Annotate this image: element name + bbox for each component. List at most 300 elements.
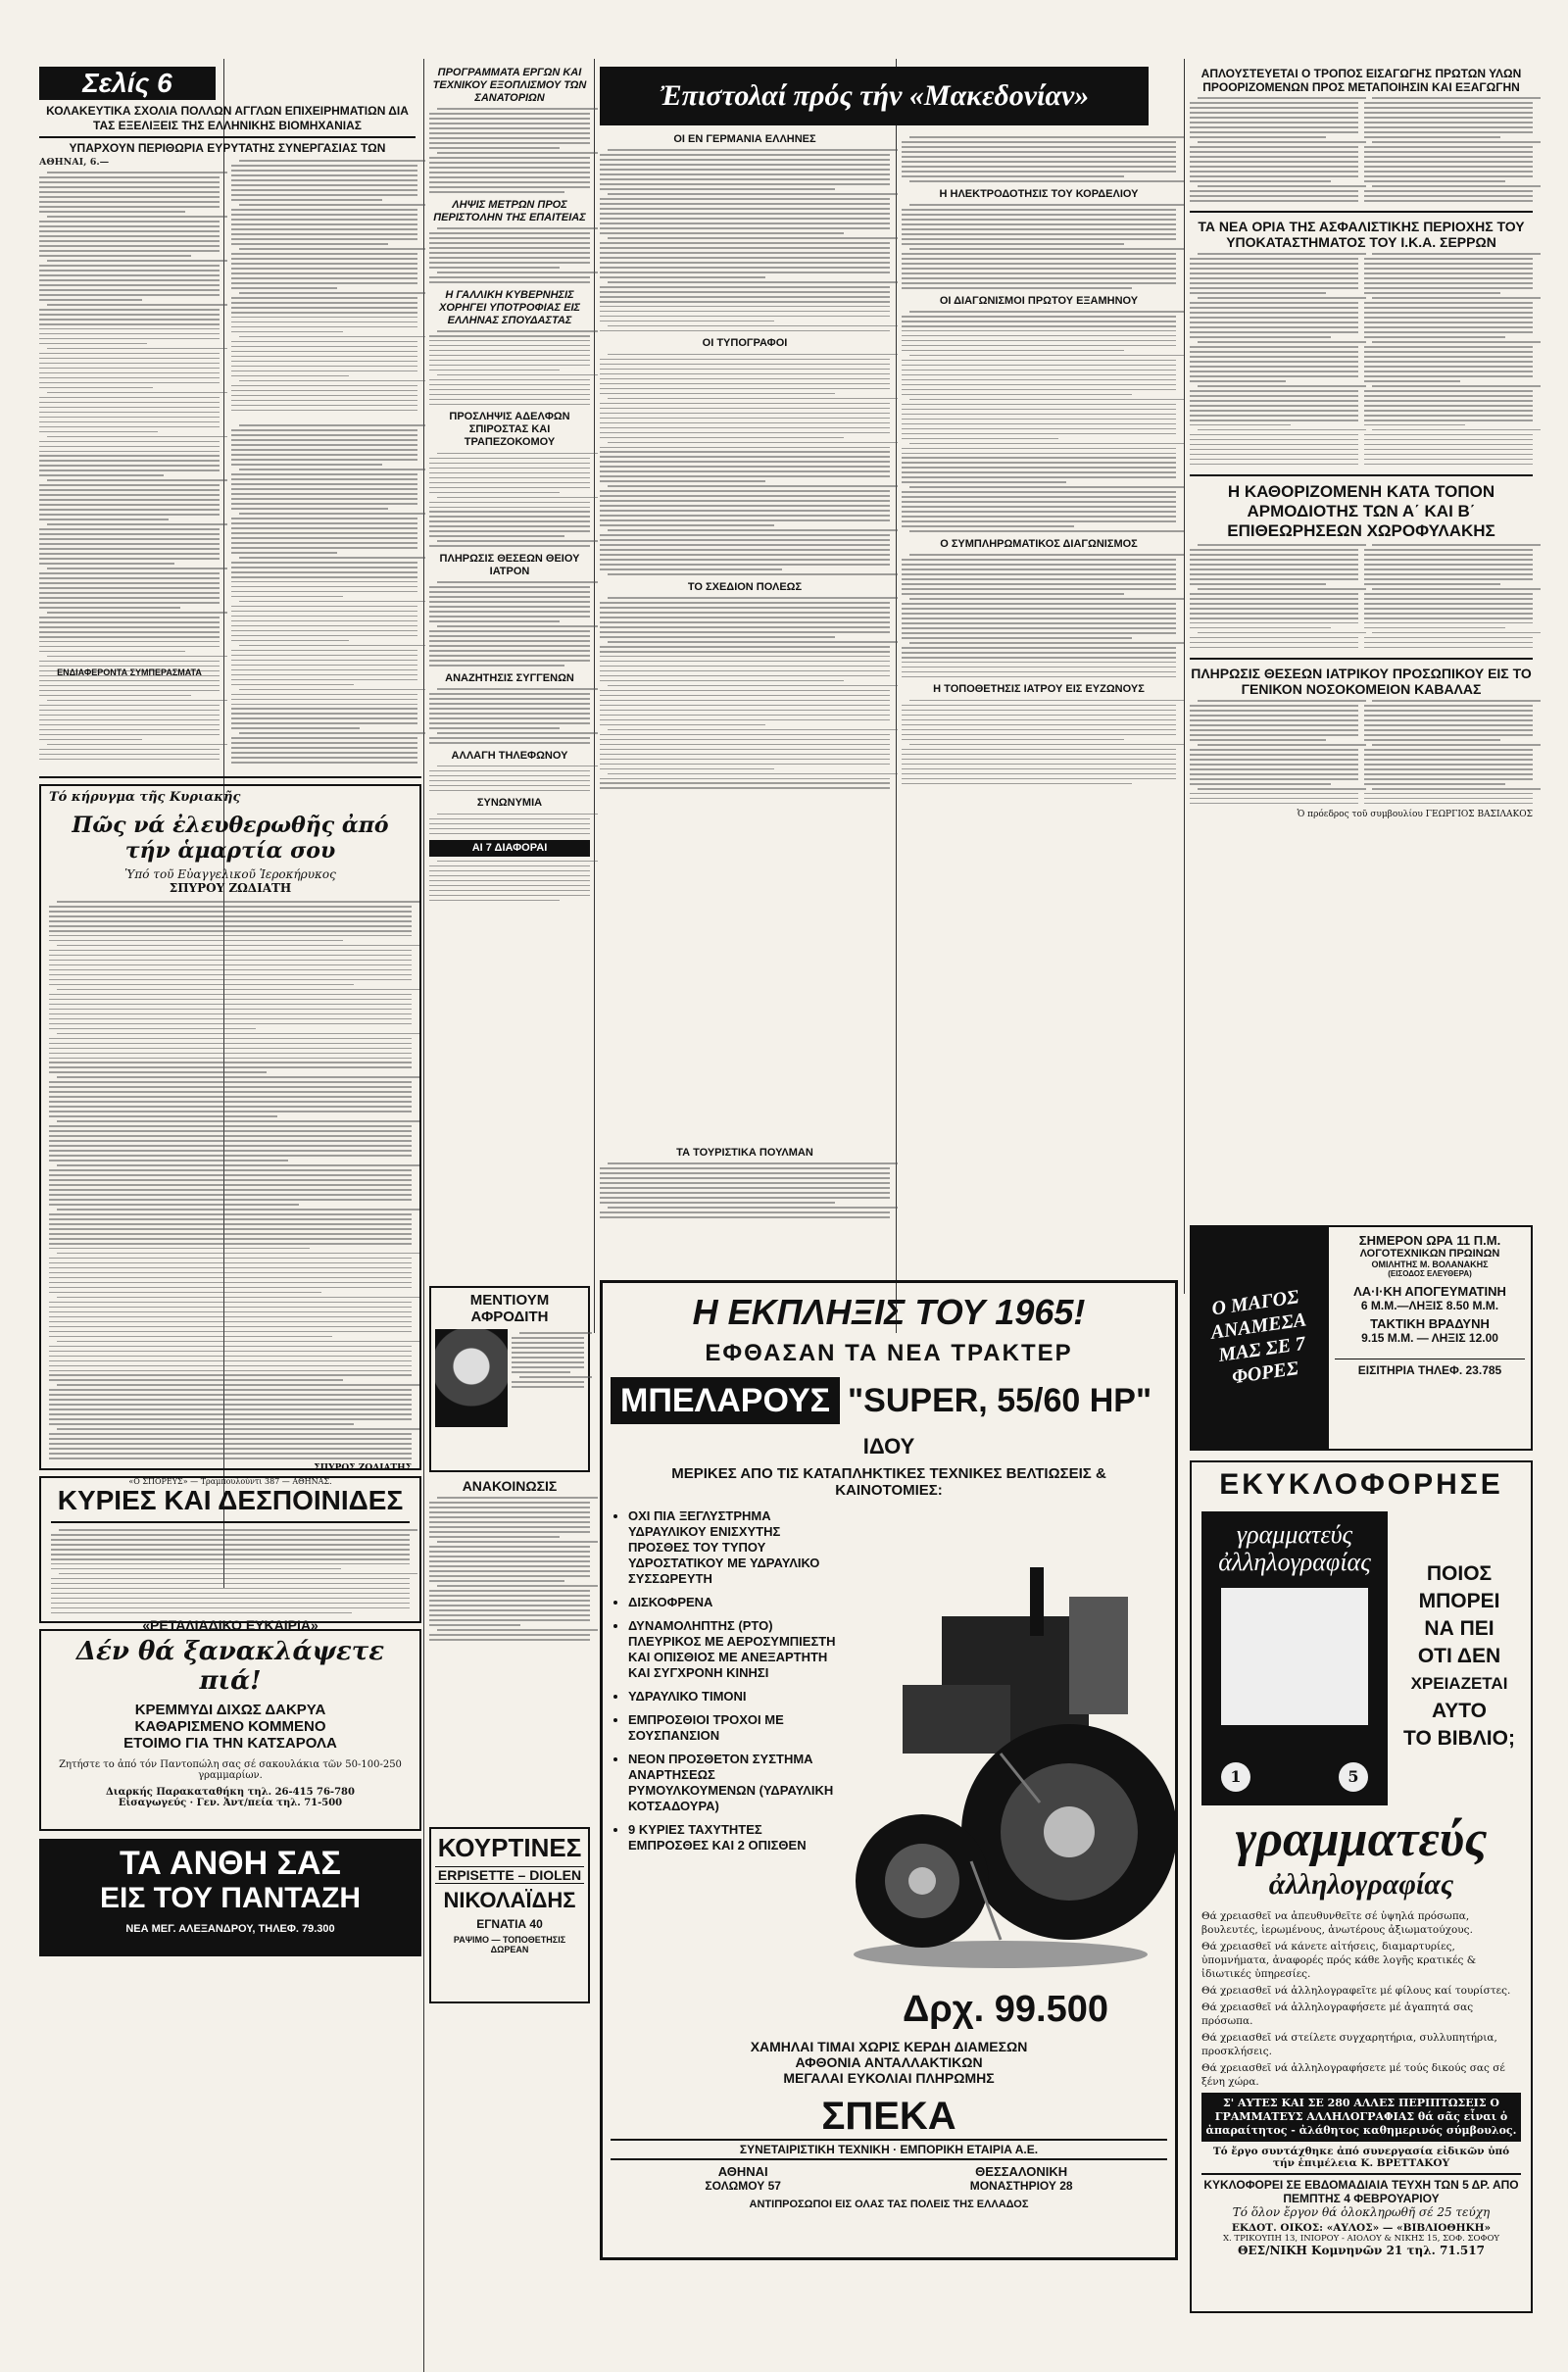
text-line [429, 713, 590, 715]
text-line [429, 596, 590, 598]
text-line [600, 213, 890, 215]
text-line [39, 651, 185, 653]
text-line [1198, 385, 1366, 387]
text-line [231, 219, 417, 221]
text-line [429, 665, 564, 667]
text-line [39, 421, 220, 423]
text-line [49, 960, 412, 962]
body-text-lines [429, 227, 590, 282]
text-line [49, 1053, 412, 1055]
text-line [1364, 719, 1533, 721]
text-line [902, 370, 1176, 371]
text-line [49, 1204, 299, 1206]
text-line [49, 1004, 412, 1006]
text-line [1190, 131, 1358, 133]
text-line [39, 519, 169, 520]
text-line [1190, 793, 1358, 795]
body-text-lines [429, 766, 590, 792]
text-line [1190, 102, 1358, 104]
text-line [600, 734, 890, 736]
text-line [902, 632, 1176, 634]
text-line [49, 1213, 412, 1215]
text-line [600, 403, 890, 405]
text-line [49, 974, 412, 976]
text-line [49, 1071, 267, 1073]
text-line [902, 627, 1176, 629]
text-line [49, 1277, 412, 1279]
text-line [49, 950, 412, 952]
text-line [231, 727, 360, 729]
text-line [49, 930, 412, 932]
text-line [231, 429, 417, 431]
text-line [1190, 317, 1358, 319]
text-line [902, 705, 1176, 707]
text-line [231, 699, 417, 701]
page-number: Σελίς 6 [82, 68, 172, 98]
text-line [512, 1386, 584, 1388]
text-line [600, 218, 890, 220]
text-line [600, 222, 890, 224]
text-line [902, 238, 1176, 240]
text-line [39, 641, 220, 643]
text-line [902, 778, 1176, 780]
body-text-lines [902, 204, 1176, 288]
text-line [600, 286, 890, 288]
text-line [39, 181, 220, 183]
text-line [600, 427, 890, 429]
text-line [429, 727, 560, 729]
text-line [902, 209, 1176, 211]
text-line [1372, 141, 1541, 143]
text-line [429, 340, 590, 342]
text-line [1190, 647, 1358, 649]
text-line [902, 156, 1176, 158]
text-line [231, 184, 417, 186]
text-line [909, 700, 1184, 702]
text-line [600, 759, 890, 761]
text-line [1190, 424, 1291, 426]
text-line [600, 154, 890, 156]
text-line [39, 333, 220, 335]
text-line [1190, 351, 1358, 353]
text-line [39, 245, 220, 247]
text-line [600, 232, 844, 234]
text-line [39, 474, 164, 476]
text-line [512, 1366, 584, 1368]
text-line [39, 270, 220, 272]
text-line [429, 492, 560, 494]
text-line [1364, 715, 1533, 717]
text-line [1364, 564, 1533, 566]
text-line [608, 237, 898, 239]
text-line [1190, 798, 1358, 800]
text-line [1364, 647, 1533, 649]
text-line [429, 655, 590, 657]
text-line [902, 622, 1176, 624]
text-line [39, 494, 220, 496]
body-text-lines [429, 108, 590, 192]
text-line [231, 674, 417, 676]
text-line [231, 194, 417, 196]
text-line [231, 268, 417, 270]
flowers-line2: ΕΙΣ ΤΟΥ ΠΑΝΤΑΖΗ [99, 1882, 362, 1914]
text-line [600, 680, 844, 682]
text-line [1190, 400, 1358, 402]
text-line [231, 170, 417, 172]
text-line [49, 1023, 412, 1025]
text-line [429, 722, 590, 724]
text-line [429, 650, 590, 652]
text-line [1198, 632, 1366, 634]
text-line [437, 227, 598, 229]
text-line [600, 651, 890, 653]
text-line [49, 1365, 412, 1367]
text-line [49, 1160, 288, 1161]
address-thessaloniki: ΜΟΝΑΣΤΗΡΙΟΥ 28 [969, 2179, 1073, 2193]
text-line [49, 955, 412, 957]
text-line [231, 439, 417, 441]
text-line [600, 661, 890, 663]
text-line [902, 667, 1176, 668]
text-line [600, 646, 890, 648]
text-line [902, 768, 1176, 770]
text-line [1190, 161, 1358, 163]
text-line [429, 123, 590, 124]
text-line [39, 451, 220, 453]
text-line [51, 1544, 410, 1546]
text-line [1190, 312, 1358, 314]
text-line [1364, 729, 1533, 731]
text-line [231, 307, 417, 309]
text-line [1190, 415, 1358, 417]
text-line [1190, 190, 1358, 192]
column-two [429, 67, 590, 1341]
headline-doctors: ΠΛΗΡΩΣΙΣ ΘΕΣΕΩΝ ΘΕΙΟΥ ΙΑΤΡΟΝ [439, 552, 580, 577]
text-line [902, 272, 1176, 274]
text-line [231, 390, 417, 392]
text-line [429, 890, 590, 892]
text-line [902, 282, 1176, 284]
text-line [231, 464, 382, 466]
text-line [49, 1009, 412, 1011]
text-line [1364, 131, 1533, 133]
text-line [429, 885, 590, 887]
text-line [429, 790, 590, 792]
text-line [902, 715, 1176, 717]
text-line [49, 1248, 310, 1250]
text-line [39, 338, 220, 340]
headline-exams: ΟΙ ΔΙΑΓΩΝΙΣΜΟΙ ΠΡΩΤΟΥ ΕΞΑΜΗΝΟΥ [939, 294, 1139, 307]
text-line [51, 1554, 410, 1556]
text-line [49, 1316, 412, 1318]
text-line [39, 597, 220, 599]
text-line [902, 345, 1176, 347]
feature-item: • ΟΧΙ ΠΙΑ ΞΕΓΛΥΣΤΡΗΜΑ ΥΔΡΑΥΛΙΚΟΥ ΕΝΙΣΧΥΤΗΣ ΠΡΟΣΘΕΣ ΤΟΥ ΤΥΠΟΥ ΥΔΡΟΣΤΑΤΙΚΟΥ ΜΕ ΥΔΡΑΥΛΙΚΟ ΣΥΣΣΩΡΕΥΤΗ [628, 1508, 836, 1587]
text-line [231, 747, 417, 749]
text-line [49, 1336, 332, 1338]
text-line [902, 759, 1176, 761]
text-line [231, 209, 417, 211]
text-line [1190, 302, 1358, 304]
text-line [49, 1438, 412, 1440]
text-line [429, 775, 590, 777]
column-rule [896, 59, 897, 1333]
text-line [49, 1458, 412, 1459]
text-line [1190, 459, 1358, 461]
text-line [39, 323, 220, 325]
text-line [429, 742, 590, 744]
woman-portrait-image [435, 1329, 508, 1427]
text-line [600, 631, 890, 633]
text-line [437, 108, 598, 110]
text-line [902, 588, 1176, 590]
text-line [902, 754, 1176, 756]
text-line [39, 553, 220, 555]
text-line [239, 689, 425, 691]
text-line [429, 127, 590, 129]
text-line [600, 607, 890, 609]
text-line [600, 719, 890, 721]
text-line [429, 142, 590, 144]
text-line [39, 225, 220, 227]
text-line [47, 479, 227, 481]
text-line [600, 515, 890, 517]
text-line [1190, 434, 1358, 436]
text-line [909, 248, 1184, 250]
text-line [1190, 390, 1358, 392]
text-line [600, 413, 890, 415]
text-line [231, 400, 417, 402]
text-line [1364, 146, 1533, 148]
text-line [600, 1192, 890, 1194]
text-line [902, 384, 1176, 386]
text-line [231, 562, 417, 564]
text-line [231, 508, 388, 510]
text-line [429, 172, 590, 173]
letters-col-a [600, 133, 890, 1270]
text-line [429, 875, 590, 877]
text-line [231, 444, 417, 446]
text-line [231, 611, 417, 613]
text-line [429, 708, 590, 710]
text-line [902, 258, 1176, 260]
text-line [429, 458, 590, 460]
text-line [1190, 803, 1358, 805]
use-paragraph: Θά χρειασθεῖ νά κάνετε αἰτήσεις, διαμαρτυρίες, ὑπομνήματα, ἀναφορές πρός κάθε λογῆς κρατικές & ἰδιωτικές ὑπηρεσίες. [1201, 1941, 1477, 1980]
text-line [231, 478, 417, 480]
text-line [1364, 400, 1533, 402]
text-line [49, 1048, 412, 1050]
text-line [1372, 385, 1541, 387]
text-line [429, 1551, 590, 1553]
text-line [600, 778, 890, 780]
text-line [429, 630, 590, 632]
feature-item: • ΝΕΟΝ ΠΡΟΣΘΕΤΟΝ ΣΥΣΤΗΜΑ ΑΝΑΡΤΗΣΕΩΣ ΡΥΜΟΥΛΚΟΥΜΕΝΩΝ (ΥΔΡΑΥΛΙΚΗ ΚΟΤΣΑΔΟΥΡΑ) [628, 1752, 836, 1814]
text-line [600, 364, 890, 366]
text-line [239, 513, 425, 515]
text-line [1190, 573, 1358, 575]
text-line [429, 379, 590, 381]
text-line [49, 906, 412, 908]
text-line [429, 360, 590, 362]
text-line [429, 1619, 590, 1621]
text-line [1364, 803, 1533, 805]
text-line [429, 1590, 590, 1592]
text-line [231, 223, 417, 225]
text-line [1364, 573, 1533, 575]
text-line [1190, 739, 1326, 741]
text-line [49, 1262, 412, 1264]
text-line [429, 870, 590, 872]
text-line [600, 554, 890, 556]
text-line [429, 399, 590, 401]
text-line [39, 441, 220, 443]
text-line [429, 616, 590, 618]
text-line [429, 880, 590, 882]
article-industry-col-b [231, 157, 417, 412]
text-line [1190, 331, 1358, 333]
text-line [902, 724, 1176, 726]
text-line [600, 316, 890, 318]
tractor-terms3: ΜΕΓΑΛΑΙ ΕΥΚΟΛΙΑΙ ΠΛΗΡΩΜΗΣ [783, 2070, 995, 2086]
text-line [902, 729, 1176, 731]
text-line [600, 267, 890, 269]
text-line [51, 1563, 410, 1565]
text-line [1190, 627, 1331, 629]
text-line [49, 1135, 412, 1137]
text-line [608, 685, 898, 687]
headline-relatives: ΑΝΑΖΗΤΗΣΙΣ ΣΥΓΓΕΝΩΝ [445, 671, 574, 684]
book-total-issues: Τό ὅλον ἔργον θά ὁλοκληρωθῆ σέ 25 τεύχη [1232, 2205, 1491, 2219]
text-line [47, 700, 227, 702]
text-line [231, 655, 417, 657]
text-line [600, 690, 890, 692]
text-line [902, 481, 1066, 483]
text-line [902, 467, 1176, 469]
text-line [47, 172, 227, 173]
letters-col-b [902, 133, 1176, 1270]
text-line [600, 383, 890, 385]
text-line [231, 527, 417, 529]
sermon-kicker: Τό κήρυγμα τῆς Κυριακῆς [49, 790, 241, 805]
text-line [49, 984, 354, 986]
body-text-lines [429, 1497, 590, 1640]
text-line [437, 272, 598, 273]
text-line [49, 1287, 412, 1289]
text-line [902, 223, 1176, 225]
text-line [49, 1413, 412, 1415]
text-line [231, 483, 417, 485]
text-line [1364, 710, 1533, 712]
mentioum-line1: ΜΕΝΤΙΟΥΜ [469, 1292, 550, 1309]
theatre-evening2: 6 Μ.Μ.—ΛΗΞΙΣ 8.50 Μ.Μ. [1360, 1299, 1499, 1312]
book-thessaloniki: ΘΕΣ/ΝΙΚΗ Κομνηνῶν 21 τηλ. 71.517 [1238, 2244, 1485, 2257]
text-line [47, 612, 227, 614]
sermon-box [39, 784, 421, 1486]
tractor-price: Δρχ. 99.500 [902, 1989, 1108, 2030]
feature-item: • ΕΜΠΡΟΣΘΙΟΙ ΤΡΟΧΟΙ ΜΕ ΣΟΥΣΠΑΝΣΙΟΝ [628, 1712, 836, 1744]
text-line [608, 529, 898, 531]
text-line [600, 378, 890, 380]
text-line [1364, 415, 1533, 417]
text-line [57, 1120, 419, 1122]
text-line [902, 520, 1176, 522]
text-line [1190, 356, 1358, 358]
text-line [608, 1207, 898, 1209]
text-line [49, 1418, 412, 1420]
theatre-matinee: ΛΟΓΟΤΕΧΝΙΚΩΝ ΠΡΩΙΝΩΝ [1359, 1248, 1500, 1260]
text-line [1190, 166, 1358, 168]
text-line [59, 1529, 417, 1531]
text-line [600, 480, 765, 482]
text-line [231, 341, 417, 343]
text-line [39, 446, 220, 448]
sermon-footnote: «Ο ΣΠΟΡΕΥΣ» — Τραμπουλούντι 387 — ΑΘΗΝΑΣ. [128, 1476, 332, 1486]
text-line [1364, 287, 1533, 289]
text-line [1190, 783, 1331, 785]
text-line [437, 497, 598, 499]
text-line [429, 472, 590, 474]
text-line [1364, 724, 1533, 726]
text-line [39, 230, 220, 232]
body-text-lines [429, 814, 590, 835]
text-line [429, 167, 590, 169]
text-line [231, 708, 417, 710]
text-line [231, 713, 417, 715]
text-line [49, 1272, 412, 1274]
text-line [1190, 200, 1358, 202]
text-line [231, 717, 417, 719]
text-line [902, 559, 1176, 561]
book-released: ΕΚΥΚΛΟΦΟΡΗΣΕ [1219, 1468, 1503, 1501]
text-line [600, 1187, 890, 1189]
mentioum-line2: ΑΦΡΟΔΙΤΗ [470, 1309, 549, 1325]
text-line [429, 181, 590, 183]
text-line [600, 178, 890, 180]
text-line [902, 340, 1176, 342]
text-line [429, 530, 590, 532]
text-line [608, 729, 898, 731]
text-line [231, 317, 417, 319]
text-line [902, 365, 1176, 367]
book-uses [1201, 1909, 1521, 2089]
text-line [1364, 136, 1500, 138]
text-line [47, 260, 227, 262]
text-line [608, 149, 898, 151]
sermon-headline: Πῶς νά ἐλευθερωθῆς ἀπό τήν ἁμαρτία σου [72, 813, 389, 864]
text-line [39, 646, 220, 648]
text-line [1190, 336, 1331, 338]
text-line [231, 591, 417, 593]
text-line [600, 272, 890, 273]
text-line [1190, 195, 1358, 197]
text-line [49, 1106, 412, 1108]
text-line [49, 1174, 412, 1176]
text-line [49, 1101, 412, 1103]
headline-engagement: ΣΥΝΩΝΥΜΙΑ [476, 797, 543, 810]
text-line [902, 783, 1132, 785]
text-line [429, 645, 590, 647]
text-line [49, 1140, 412, 1142]
text-line [39, 548, 220, 550]
text-line [600, 173, 890, 175]
text-line [1364, 410, 1533, 412]
text-line [231, 331, 343, 333]
text-line [600, 1167, 890, 1169]
text-line [57, 1164, 419, 1166]
text-line [49, 1081, 412, 1083]
book-publisher-address: Χ. ΤΡΙΚΟΥΠΗ 13, ΙΝΙΟΡΟΥ - ΑΙΟΛΟΥ & ΝΙΚΗΣ 15, ΣΟΦ. ΣΟΦΟΥ [1222, 2234, 1500, 2244]
